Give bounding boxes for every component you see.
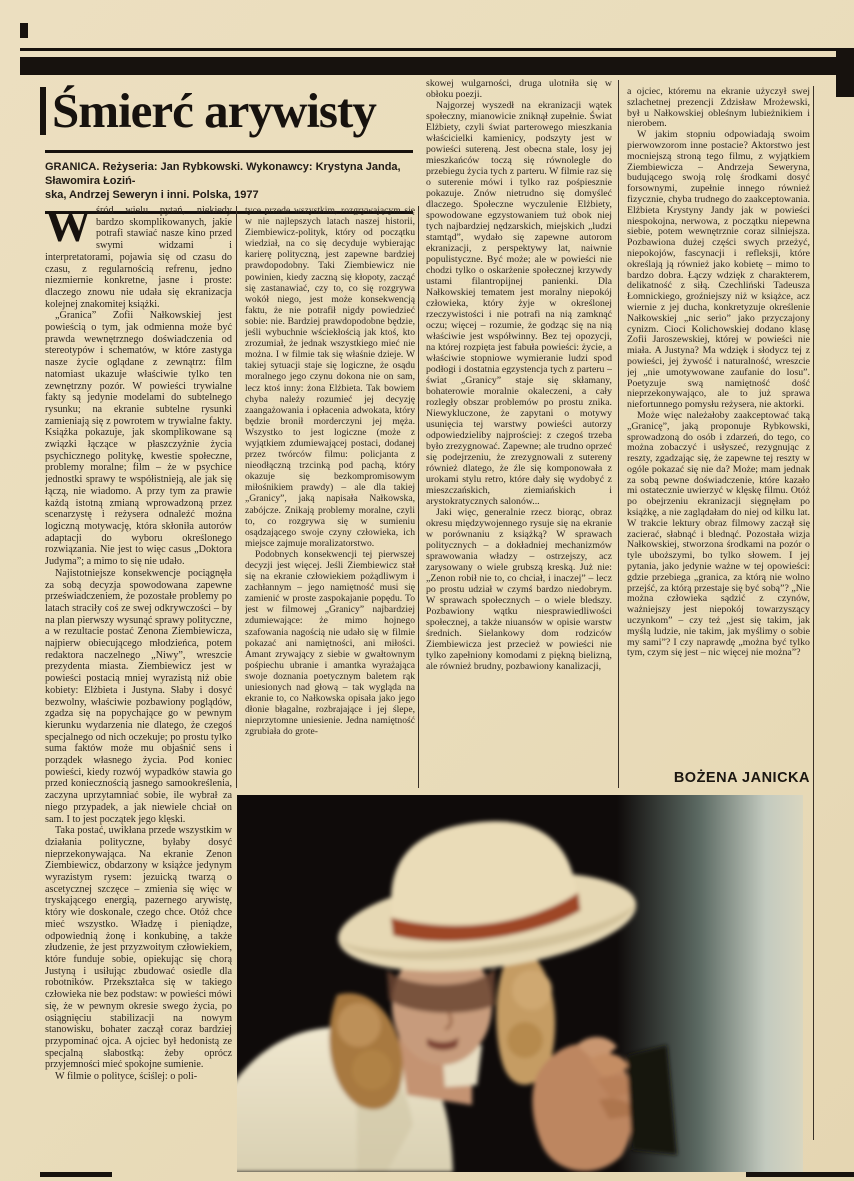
paragraph: W filmie o polityce, ściślej: o poli-	[55, 1071, 198, 1083]
paragraph: W jakim stopniu odpowiadają swoim pierwowzorom inne postacie? Aktorstwo jest mocniejszą stroną tego filmu, z wyjątkiem Ziembiewicza – Andrzeja Seweryna, budującego swoją rolę środkami dosyć forsownymi, zupełnie innego również fizycznie, chyba trudnego do zaakceptowania. Elżbieta Krystyny Jandy jak w powieści niespokojna, nerwowa, z początku niepewna siebie, potem wewnętrznie coraz silniejsza. Pozbawiona dużej części swych przeżyć, niepokojów, fascynacji i refleksji, które określają ją również jako kobietę – mimo to bardzo dobra. Łączy wdzięk z charakterem, delikatność z siłą. Czechliński Tadeusza Łomnickiego, groźniejszy niż w książce, acz wiernie z jej ducha, konkretyzuje określenie Nałkowskiej „nic serio” jako przyczajony cynizm. Cioci Kolichowskiej dodano klasę Zofii Jaroszewskiej, której w powieści nie miała. A Justyna? Ma wdzięk i słodycz tej z powieści, jej żywość i naturalność, wreszcie jej „nie umotywowane zaufanie do losu”. Poetyzuje swą namiętność dość nieprzekonywająco, ale to już sprawa niefortunnego pomysłu reżysera, nie aktorki.	[627, 129, 810, 411]
paragraph: skowej wulgarności, druga ulotniła się w obłoku poezji.	[426, 78, 612, 100]
paragraph: Podobnych konsekwencji tej pierwszej decyzji jest więcej. Jeśli Ziembiewicz stał się na ekranie człowiekiem pożądliwym i zachłannym – jego namiętność musi się zamienić w proste zaspokajanie popędu. To jest w filmowej „Granicy” najbardziej zdumiewające: że mimo hojnego szafowania nagością nie udało się w filmie pokazać ani namiętności, ani miłości. Amant zrywający z siebie w gwałtownym pośpiechu ubranie i amantka wyrażająca swoje doznania poetycznym baletem rąk uniesionych nad głową – tak wygląda na ekranie to, co Nałkowska opisała jako jego dłonie błagalne, rozbrajające i jej ślepe, nieprzytomne uniesienie. Jedna namiętność zgrubiała do grote-	[245, 548, 415, 738]
credits-line-1: GRANICA. Reżyseria: Jan Rybkowski. Wykonawcy: Krystyna Janda, Sławomira Łoziń-	[45, 161, 401, 187]
column-rule-1	[236, 206, 237, 788]
paragraph: Może więc należałoby zaakceptować taką „Granicę”, jaką proponuje Rybkowski, sprowadzoną do osób i zdarzeń, do tego, co można zobaczyć i usłyszeć, rezygnując z reszty, zgadzając się, że zapewne tej reszty w ogóle pokazać się nie da? Może; mam jednak za sobą pewne doświadczenie, które kazało mi ostatecznie uwierzyć w klęskę filmu. Otóż po obejrzeniu ekranizacji sięgnęłam po książkę, a nie zaglądałam do niej od kilku lat. W trakcie lektury obraz filmowy zaczął się zacierać, słabnąć i blednąć. Pozostała wizja Nałkowskiej, stworzona środkami na pozór o tyle uboższymi, bo tylko słowem. I jej pytania, jako jedynie ważne w tej opowieści: gdzie przebiega „granica, za którą nie wolno przejść, za którą przestaje się być sobą”? „Nie można człowieka sądzić z czynów, ważniejszy jest niepokój towarzyszący uczynkom” – czy też „jest się takim, jak myślą ludzie, nie takim, jak myślimy o sobie my sami”? I czy naprawdę „można być tylko tym, czym się jest – nic więcej nie można”?	[627, 409, 810, 659]
top-left-corner-mark	[20, 23, 28, 38]
author-byline: BOŻENA JANICKA	[673, 770, 810, 786]
column-rule-4	[813, 86, 814, 1140]
paragraph: Najgorzej wyszedł na ekranizacji wątek społeczny, mianowicie zniknął zupełnie. Świat Elżbiety, czyli świat parterowego mieszkania właścicielki kamienicy, podszyty jest w powieści sutereną. Jest obecna stale, losy jej mieszkańców toczą się równolegle do przebiegu życia tych z parteru. W filmie raz się o suterenie mówi i tylko raz pośpiesznie pokazuje. Znów nietrudno się domyśleć dlaczego. Społeczne wyczulenie Elżbiety, spowodowane egzystowaniem tuż obok niej tych najbardziej nędzarskich, miejskich „ludzi stamtąd”, wydało się zapewne autorom ekranizacji, z perspektywy lat, naiwnie populistyczne. Być może; ale w powieści nie chodzi tylko o oskarżenie społecznej krzywdy ustami filantropijnej panienki. Dla Nałkowskiej tematem jest moralny niepokój człowieka, który żyje w określonej rzeczywistości i nie potrafi na nią zamknąć oczu; więcej – rozumie, że godząc się na nią właściwie jest współwinny. Bez tej opozycji, na której rozpięta jest fabuła powieści: życie, a właściwie stopniowe wymieranie ludzi spod podłogi i dostatnia egzystencja tych z parteru – świat „Granicy” staje się skłamany, bohaterowie moralnie okaleczeni, a cały rozległy obszar problemów po prostu znika. Niewykluczone, że zapytani o motywy usunięcia tej warstwy powieści autorzy odpowiedzieliby najprościej: z czegoś trzeba było zrezygnować. Zapewne; ale trudno oprzeć się podejrzeniu, że zrezygnowali z sutereny również dlatego, że źle się komponowała z urokami stylu retro, które dały się wydobyć z mieszczańskich, ziemiańskich i arystokratycznych salonów...	[426, 100, 612, 507]
top-thin-rule	[20, 48, 854, 51]
hands	[532, 1037, 677, 1171]
paragraph: tyce przede wszystkim, rozgrywającym się w nie najlepszych latach naszej historii, Ziembiewicz-polityk, który od początku wiedział, na co się decyduje wybierając karierę polityczną, jest zapewne bardziej prawdopodobny. Taki Ziembiewicz nie powinien, kiedy zaczną się kłopoty, zacząć się zastanawiać, czy to, co się rozgrywa wokół niego, jest może konsekwencją faktu, że nie potrafił nigdy powiedzieć sobie: nie. Bardziej prawdopodobne będzie, jeśli wybuchnie wściekłością jak ktoś, kto zrozumiał, że jednak wszystkiego mieć nie można. I w filmie tak się właśnie dzieje. W takiej sytuacji staje się logiczne, że osądu moralnego jego czynu dokona nie on sam, lecz ktoś inny: żona Elżbieta. Tak bowiem chyba należy rozumieć jej decyzję zaangażowania i opłacenia adwokata, który będzie bronił morderczyni jej męża. Wszystko to jest logiczne (może z wyjątkiem zdumiewającej postaci, dodanej przez twórców filmu: policjanta z nieodłączną trzcinką pod pachą, który okazuje się bezkompromisowym miłośnikiem prawdy) – ale dla takiej „Granicy”, jaką napisała Nałkowska, zabójcze. Znikają problemy moralne, czyli to, co rozgrywa się w sumieniu osądzającego swoje czyny człowieka, ich miejsce zajmuje moralizatorstwo.	[245, 205, 415, 549]
top-right-corner-block	[836, 48, 854, 97]
paragraph: Najistotniejsze konsekwencje pociągnęła za sobą decyzja spowodowana zapewne przeświadczeniem, że pozostałe problemy po latach straciły coś ze swej odkrywczości – by na plan pierwszy wysunąć sprawy polityczne, a w rezultacie postać Zenona Ziembiewicza, najpierw obiecującego młodzieńca, potem redaktora naczelnego „Niwy”, wreszcie prezydenta miasta. Ziembiewicz jest w powieści postacią mniej wyrazistą niż obie kobiety: Elżbieta i Justyna. Słaby i dosyć bezwolny, właściwie pozbawiony poglądów, zgadza się na popychające go w pewnym kierunku wydarzenia nie dlatego, że czegoś specjalnego od nich oczekuje; po prostu tylko suma faktów może mu objaśnić sens i porządek własnego życia. Pod koniec powieści, kiedy rozwój wypadków stawia go przed koniecznością jasnego samookreślenia, zaczyna uprzytamniać sobie, ile wybrał za niego przypadek, a jak niewiele chciał on sam. I to jest początek jego klęski.	[45, 567, 232, 825]
top-thick-bar	[20, 57, 854, 75]
paragraph: a ojciec, któremu na ekranie użyczył swej szlachetnej prezencji Zdzisław Mrożewski, był u Nałkowskiej obleśnym lubieżnikiem i nierobem.	[627, 87, 810, 130]
body-column-2	[245, 205, 415, 789]
bottom-left-mark	[40, 1172, 112, 1177]
article-photo	[237, 795, 803, 1172]
body-column-4	[627, 87, 810, 763]
hair-curl	[337, 1003, 381, 1047]
drop-cap: W	[45, 205, 91, 251]
column-rule-2	[418, 206, 419, 788]
page-title: Śmierć arywisty	[52, 83, 376, 138]
body-column-1	[45, 205, 232, 1171]
paragraph: Taka postać, uwikłana przede wszystkim w działania polityczne, byłaby dosyć nieprzekonywająca. Na ekranie Zenon Ziembiewicz, obdarzony w książce jedynym wyrazistym rysem: jezuicką twarzą o ascetycznej szczęce – zmienia się więc w tryskającego energią, pazernego arywistę, który wie doskonale, czego chce. Otóż chce mieć wszystko. Władzę i pieniądze, odpowiednią żonę i konkubinę, a także złudzenie, że jest przyzwoitym człowiekiem, które funduje sobie, opiekując się chorą Justyną i usiłując zbudować osiedle dla robotników. Przekształca się w takiego człowieka nie bez podstaw: w powieści mówi się, że w pewnym okresie swego życia, po osiągnięciu stabilizacji na nowym stanowisku, bohater zaczął coraz bardziej przypominać ojca. A ojciec był hedonistą ze specjalną słabostką: żeby oprócz przyjemności mieć spokojne sumienie.	[45, 825, 232, 1071]
photo-illustration	[237, 795, 803, 1172]
credits-line-2: ska, Andrzej Seweryn i inni. Polska, 1977	[45, 189, 259, 201]
body-column-3	[426, 78, 612, 789]
hair-curl	[352, 1050, 392, 1090]
paragraph	[45, 205, 232, 310]
hair-curl	[512, 970, 552, 1010]
paragraph: „Granica” Zofii Nałkowskiej jest powieścią o tym, jak odmienna może być prawda wewnętrznego doświadczenia od stereotypów i schematów, w które zastyga nasze życie oglądane z zewnątrz: film natomiast ukazuje właściwie tylko ten zewnętrzny pozór. W powieści trywialne fakty są jedynie modelami do subtelnego rysunku; na ekranie subtelne rysunki zamieniają się z powrotem w trywialne fakty. Książka pokazuje, jak skomplikowane są związki łączące w płaszczyźnie życia psychicznego politykę, kwestie społeczne, problemy moralne; film – że w psychice jednostki sprawy te współistnieją, ale jak się łączą, nie wiadomo. A przy tym za prawie każdą istotną zmianą wprowadzoną przez scenarzystę i reżysera odnaleźć można logiczną motywację, która skłoniła autorów adaptacji do wyboru określonego rozwiązania. Nie jest to więc casus „Doktora Judyma”; a mimo to się nie udało.	[45, 310, 232, 568]
bottom-right-mark	[746, 1172, 854, 1177]
column-rule-3	[618, 80, 619, 788]
paragraph: Jaki więc, generalnie rzecz biorąc, obraz okresu międzywojennego rysuje się na ekranie w porównaniu z książką? W sprawach politycznych – a dokładniej mechanizmów sprawowania władzy – ostrzejszy, acz zarysowany o wiele grubszą kreską. Już nie: „Zenon robił nie to, co chciał, i inaczej” – lecz po prostu udział w czymś bardzo niedobrym. W sprawach społecznych – o wiele bledszy. Pozbawiony wątku niesprawiedliwości społecznej, a także niuansów w opisie warstw średnich. Sielankowy dom rodziców Ziembiewicza jest przecież w powieści nie tylko zapełniony komodami z piękną bielizną, ale również brudny, pozbawiony kanalizacji,	[426, 507, 612, 672]
hair-curl	[507, 1022, 543, 1058]
paragraph-text: śród wielu pytań, niekiedy bardzo skomplikowanych, jakie potrafi stawiać nasze kino przed swymi widzami i interpretatorami, pojawia się od czasu do czasu, z regularnością refrenu, jedno niezmiernie konkretne, jasne i proste: dlaczego znowu nie udała się ekranizacja kolejnej znakomitej książki.	[45, 205, 232, 310]
title-left-bar	[40, 87, 46, 135]
